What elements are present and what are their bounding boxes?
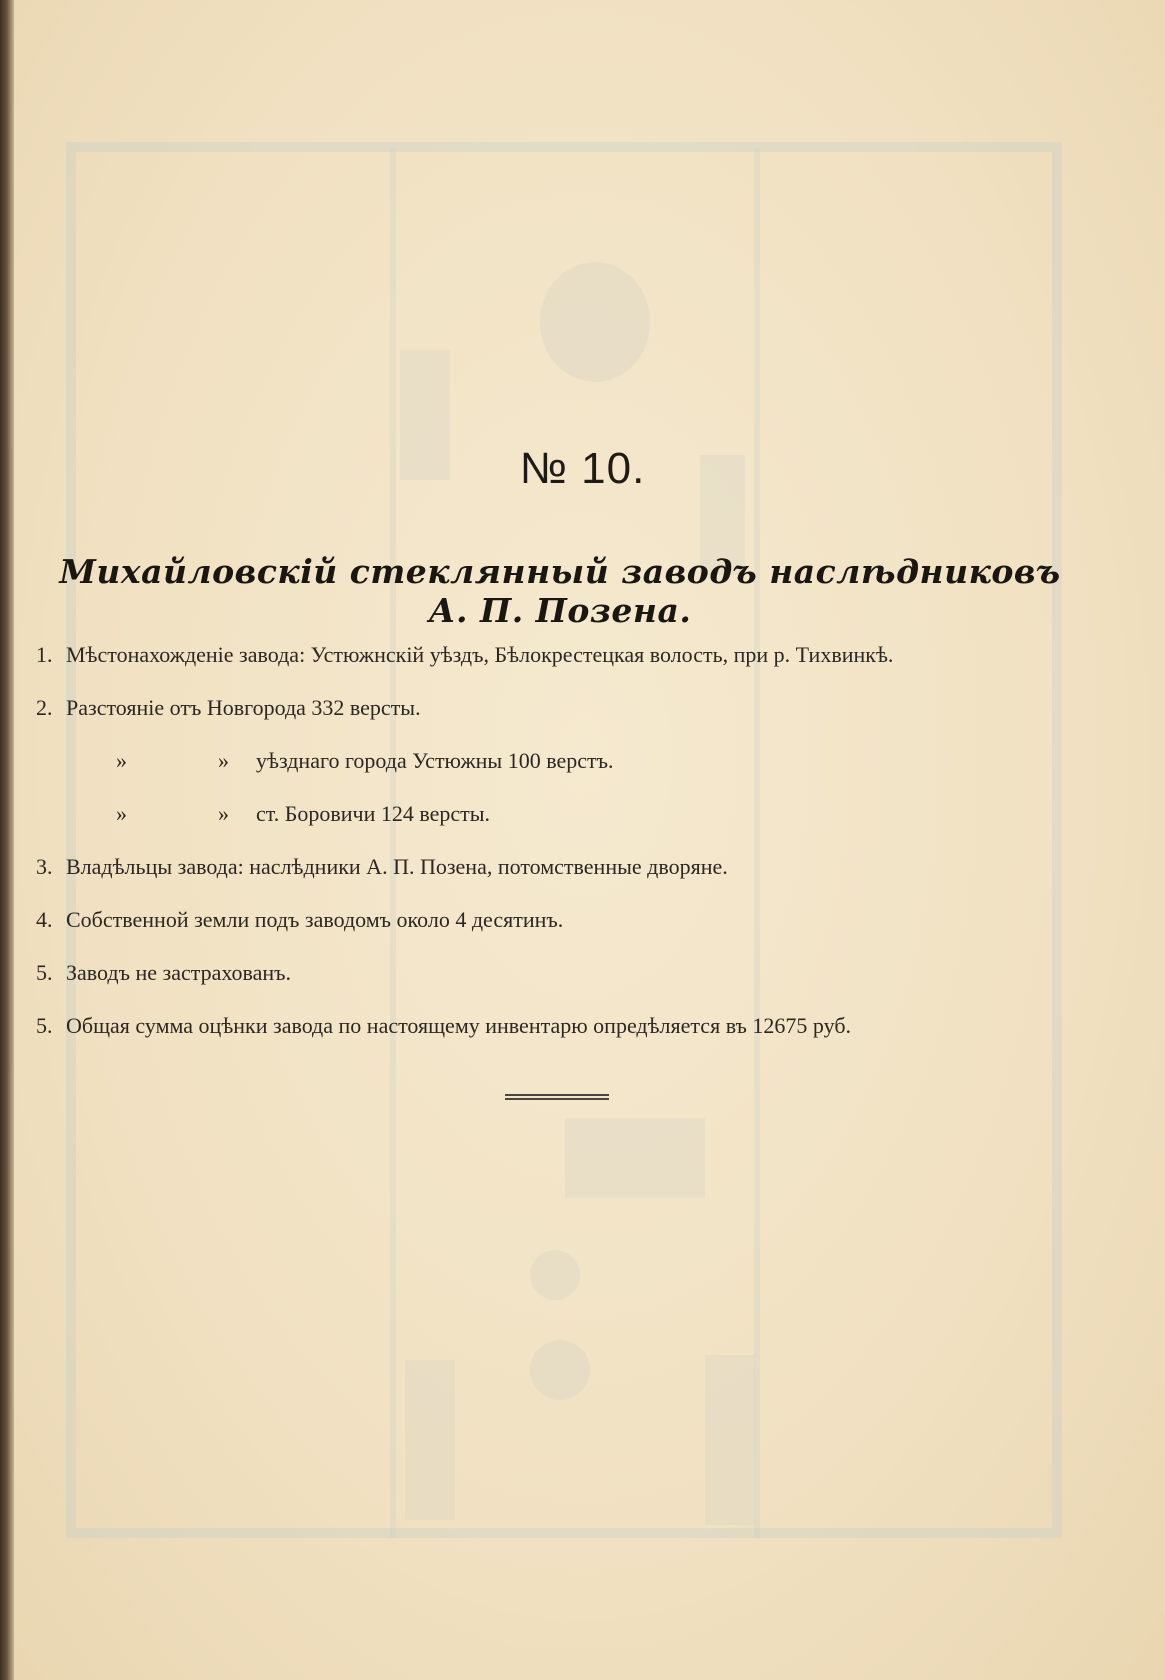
page-title: Михайловскій стеклянный заводъ наслѣдниковъ А. П. Позена. bbox=[59, 552, 1061, 630]
double-rule-divider bbox=[505, 1094, 609, 1100]
item-text: уѣзднаго города Устюжны 100 верстъ. bbox=[256, 748, 614, 773]
item-text: ст. Боровичи 124 версты. bbox=[256, 801, 491, 826]
show-through-blob bbox=[530, 1340, 590, 1400]
show-through-block bbox=[405, 1360, 455, 1520]
list-item bbox=[36, 852, 1126, 882]
item-number: 1. bbox=[36, 642, 53, 667]
ditto-mark: » bbox=[116, 748, 127, 773]
item-text: Владѣльцы завода: наслѣдники А. П. Позена, потомственные дворяне. bbox=[66, 854, 728, 879]
list-item bbox=[36, 693, 1126, 723]
item-number: 5. bbox=[36, 960, 53, 985]
book-binding-edge bbox=[0, 0, 14, 1680]
show-through-block bbox=[565, 1118, 705, 1198]
list-item bbox=[36, 958, 1126, 988]
item-text: Собственной земли подъ заводомъ около 4 десятинъ. bbox=[66, 907, 564, 932]
item-text: Разстояніе отъ Новгорода 332 версты. bbox=[66, 695, 421, 720]
list-item bbox=[36, 905, 1126, 935]
ditto-mark: » bbox=[116, 801, 127, 826]
ditto-mark: » bbox=[218, 801, 229, 826]
item-number: 3. bbox=[36, 854, 53, 879]
item-number: 4. bbox=[36, 907, 53, 932]
list-item bbox=[36, 1011, 1126, 1041]
show-through-block bbox=[705, 1355, 755, 1525]
ditto-mark: » bbox=[218, 748, 229, 773]
item-number: 2. bbox=[36, 695, 53, 720]
item-text: Заводъ не застрахованъ. bbox=[66, 960, 292, 985]
list-item bbox=[36, 640, 1126, 670]
item-number: 5. bbox=[36, 1013, 53, 1038]
item-text: Мѣстонахожденіе завода: Устюжнскій уѣздъ, Бѣлокрестецкая волость, при р. Тихвинкѣ. bbox=[66, 642, 894, 667]
show-through-blob bbox=[530, 1250, 580, 1300]
show-through-blob bbox=[540, 262, 650, 382]
item-text: Общая сумма оцѣнки завода по настоящему инвентарю опредѣляется въ 12675 руб. bbox=[66, 1013, 852, 1038]
page-number-heading: № 10. bbox=[519, 444, 646, 493]
